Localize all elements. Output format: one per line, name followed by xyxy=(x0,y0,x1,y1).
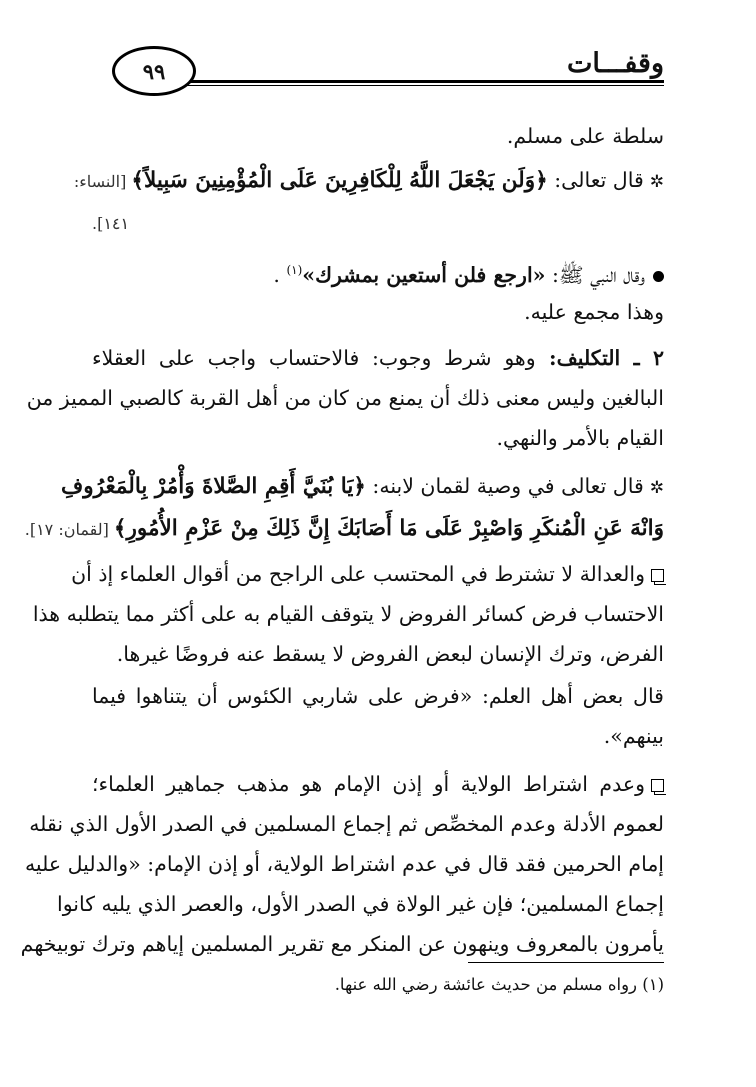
section-heading: ٢ ـ التكليف: xyxy=(535,346,664,370)
verse-reference: [لقمان: ١٧]. xyxy=(24,520,114,539)
text-line-19: إجماع المسلمين؛ فإن غير الولاة في الصدر الأول، والعصر الذي يليه كانوا xyxy=(57,892,664,916)
text-line-3 xyxy=(92,202,152,242)
text-line-13: الفرض، وترك الإنسان لبعض الفروض لا يسقط عنه فروضًا غيرها. xyxy=(116,642,664,666)
square-bullet-icon xyxy=(651,779,664,792)
verse-reference-end: ١٤١]. xyxy=(92,214,130,233)
verse-reference: [النساء: xyxy=(73,172,132,191)
text-line-8: القيام بالأمر والنهي. xyxy=(496,426,664,450)
text-line-4 xyxy=(92,250,664,290)
text-line-17: لعموم الأدلة وعدم المخصِّص ثم إجماع المسلمين في الصدر الأول الذي نقله xyxy=(29,812,664,836)
footnote: (١) رواه مسلم من حديث عائشة رضي الله عنها. xyxy=(334,975,664,994)
header-rule-thin xyxy=(132,85,664,86)
page-number: ٩٩ xyxy=(142,58,166,84)
quran-verse: ﴿وَلَن يَجْعَلَ اللَّهُ لِلْكَافِرِينَ عَلَى الْمُؤْمِنِينَ سَبِيلاً﴾ xyxy=(131,168,548,193)
quran-verse: ﴿يَا بُنَيَّ أَقِمِ الصَّلاةَ وَأْمُرْ بِالْمَعْرُوفِ xyxy=(60,474,366,499)
page-number-badge xyxy=(112,46,196,96)
text-line-11 xyxy=(71,554,664,594)
text-line-12: الاحتساب فرض كسائر الفروض لا يتوقف القيام به على أكثر مما يتطلبه هذا xyxy=(32,602,664,626)
text-line-6 xyxy=(92,338,664,378)
hadith-text: «ارجع فلن أستعين بمشرك» xyxy=(302,262,546,287)
section-text: وهو شرط وجوب: فالاحتساب واجب على العقلاء xyxy=(92,346,536,370)
paragraph-text: والعدالة لا تشترط في المحتسب على الراجح من أقوال العلماء إذ أن xyxy=(71,562,645,586)
text-line-9 xyxy=(60,466,664,506)
paragraph-text: وعدم اشتراط الولاية أو إذن الإمام هو مذهب جماهير العلماء؛ xyxy=(92,772,645,796)
footnote-rule xyxy=(468,962,664,963)
text-line-1: سلطة على مسلم. xyxy=(506,124,664,148)
text-line-16 xyxy=(92,764,664,804)
hadith-intro: وقال النبي ﷺ: xyxy=(545,262,645,287)
bullet-icon xyxy=(653,271,664,282)
asterisk-icon: ✲ xyxy=(649,172,664,192)
text-line-10 xyxy=(24,508,664,548)
header-rule xyxy=(132,80,664,83)
footnote-marker: (١) xyxy=(286,263,303,277)
verse-intro: قال تعالى: xyxy=(547,168,644,192)
text-line-5: وهذا مجمع عليه. xyxy=(524,300,664,324)
text-line-15: بينهم». xyxy=(603,724,664,748)
text-line-2 xyxy=(73,160,664,200)
text-line-14: قال بعض أهل العلم: «فرض على شاربي الكئوس أن يتناهوا فيما xyxy=(92,684,664,708)
sentence-end: . xyxy=(273,262,287,287)
page-header xyxy=(112,44,664,102)
text-line-20: يأمرون بالمعروف وينهون عن المنكر مع تقرير المسلمين إياهم وترك توبيخهم xyxy=(20,932,664,956)
text-line-18: إمام الحرمين فقد قال في عدم اشتراط الولاية، أو إذن الإمام: «والدليل عليه xyxy=(24,852,664,876)
square-bullet-icon xyxy=(651,569,664,582)
asterisk-icon: ✲ xyxy=(649,478,664,498)
book-title: وقفـــات xyxy=(567,48,664,79)
quran-verse-cont: وَانْهَ عَنِ الْمُنكَرِ وَاصْبِرْ عَلَى مَا أَصَابَكَ إِنَّ ذَلِكَ مِنْ عَزْمِ الأُمُورِ﴾ xyxy=(113,516,664,541)
text-line-7: البالغين وليس معنى ذلك أن يمنع من كان من أهل القربة كالصبي المميز من xyxy=(26,386,664,410)
verse-intro: قال تعالى في وصية لقمان لابنه: xyxy=(365,474,644,498)
